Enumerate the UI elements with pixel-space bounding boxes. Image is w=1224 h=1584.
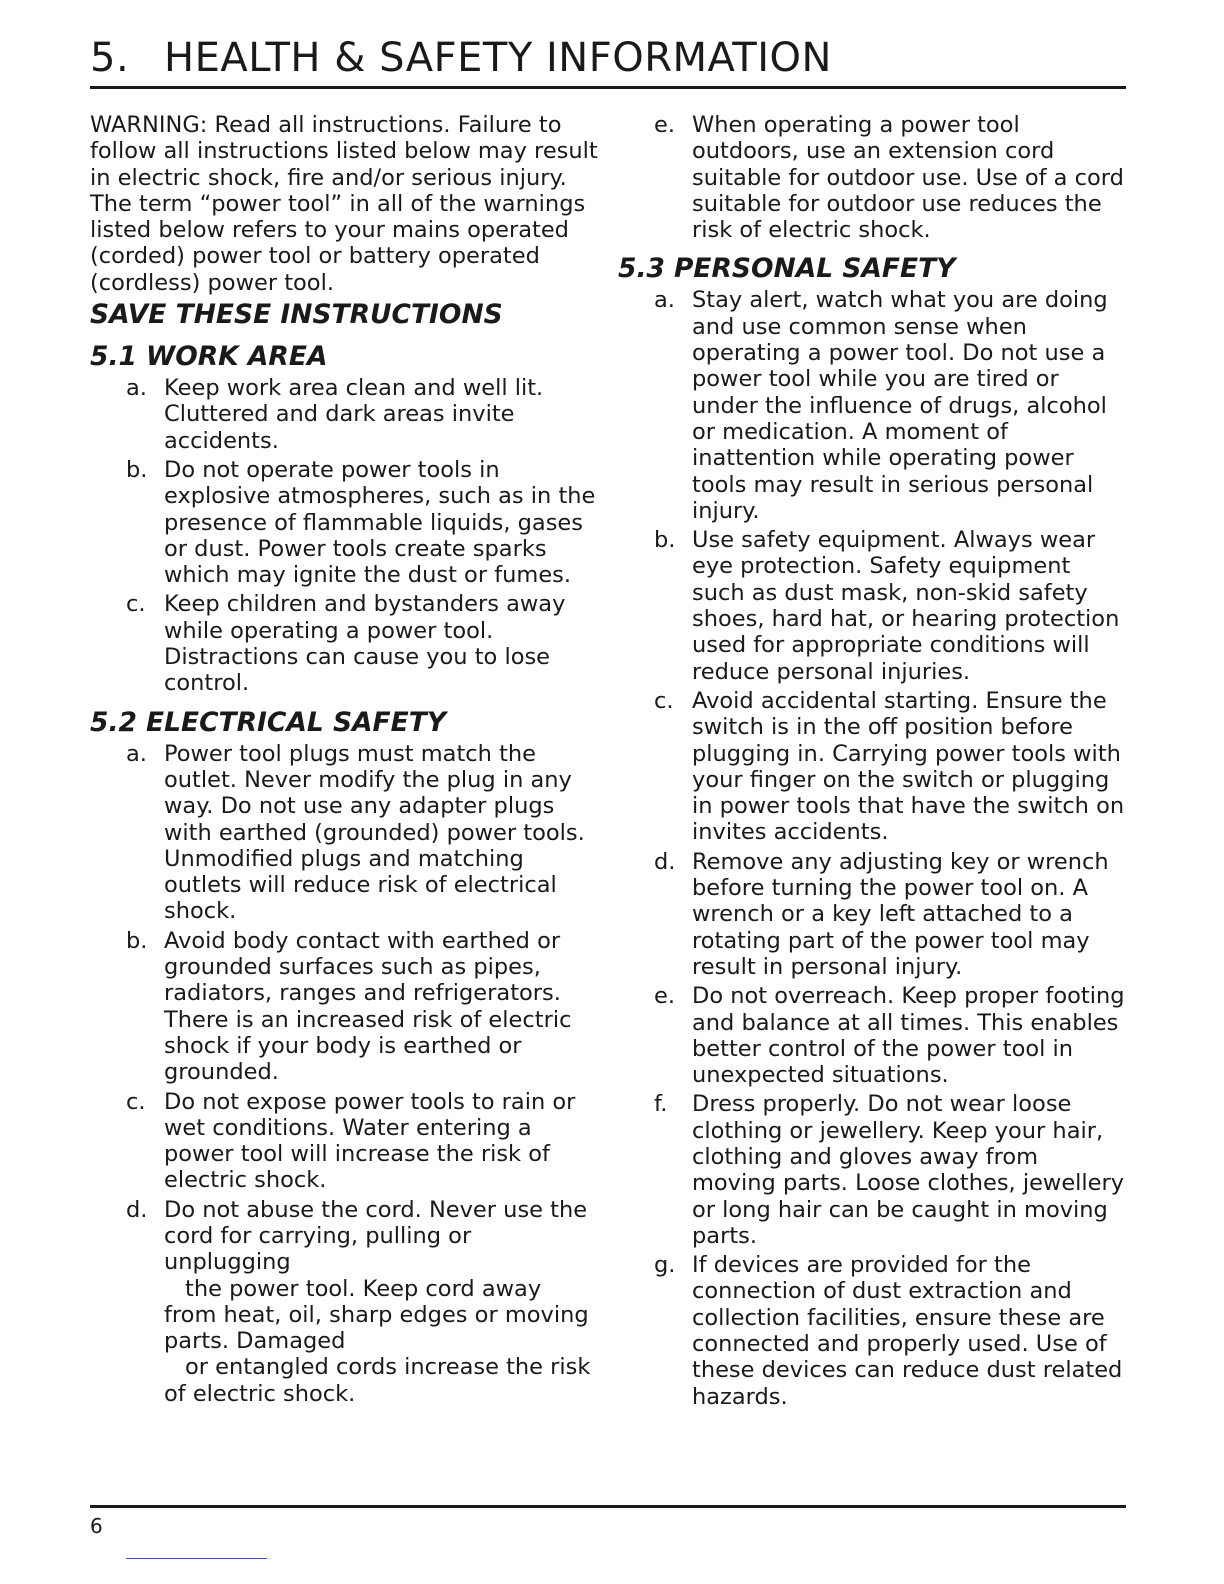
item-letter: f.: [654, 1091, 668, 1118]
chapter-number: 5.: [90, 35, 130, 81]
list-item: [654, 1252, 1126, 1410]
section-number: 5.1: [90, 341, 137, 373]
list-item: [126, 1197, 600, 1407]
item-text-part-1: Do not abuse the cord. Never use the cord for carrying, pulling or unplugging: [164, 1196, 588, 1276]
page-number: 6: [90, 1514, 103, 1538]
section-heading-personal-safety: [618, 253, 1126, 285]
item-letter: b.: [126, 456, 148, 483]
save-instructions-heading: SAVE THESE INSTRUCTIONS: [90, 299, 503, 331]
section-title: WORK AREA: [146, 341, 328, 373]
item-letter: g.: [654, 1252, 676, 1279]
section-number: 5.3: [618, 253, 665, 285]
electrical-safety-list-continued: [618, 112, 1126, 243]
item-text: Do not expose power tools to rain or wet conditions. Water entering a power tool will increase the risk of electric shock.: [164, 1088, 576, 1194]
item-letter: d.: [126, 1196, 148, 1223]
list-item: [654, 688, 1126, 846]
item-text: Remove any adjusting key or wrench before turning the power tool on. A wrench or a key left attached to a rotating part of the power tool may result in personal injury.: [692, 848, 1109, 980]
item-letter: b.: [126, 927, 148, 954]
item-text: Stay alert, watch what you are doing and use common sense when operating a power tool. Do not use a power tool while you are tired or under the influence of drugs, alcohol or medication. A moment of inattention while operating power tools may result in serious personal injury.: [692, 287, 1108, 524]
item-letter: b.: [654, 527, 676, 554]
list-item: [126, 457, 600, 588]
left-column: [90, 112, 600, 1410]
list-item: [654, 112, 1126, 243]
section-heading-work-area: [90, 341, 600, 373]
item-text: Avoid accidental starting. Ensure the switch is in the off position before plugging in. Carrying power tools with your finger on the switch or plugging in power tools that have the switch on invites accidents.: [692, 687, 1125, 846]
list-item: [654, 1091, 1126, 1249]
right-column: [618, 112, 1126, 1413]
item-text: Keep children and bystanders away while operating a power tool. Distractions can cause you to lose control.: [164, 591, 566, 697]
item-text: Power tool plugs must match the outlet. Never modify the plug in any way. Do not use any adapter plugs with earthed (grounded) power tools. Unmodified plugs and matching outlets will reduce risk of electrical shock.: [164, 740, 585, 925]
list-item: [126, 1089, 600, 1194]
list-item: [654, 287, 1126, 524]
item-text: Dress properly. Do not wear loose clothing or jewellery. Keep your hair, clothing and gloves away from moving parts. Loose clothes, jewellery or long hair can be caught in moving parts.: [692, 1091, 1125, 1249]
item-text-part-2: the power tool. Keep cord away from heat, oil, sharp edges or moving parts. Damaged: [164, 1275, 589, 1355]
warning-intro: WARNING: Read all instructions. Failure to follow all instructions listed below may result in electric shock, fire and/or serious injury. The term “power tool” in all of the warnings listed below refers to your mains operated (corded) power tool or battery operated (cordless) power tool.: [90, 112, 598, 296]
work-area-list: [90, 375, 600, 697]
list-item: [126, 928, 600, 1086]
section-number: 5.2: [90, 706, 137, 738]
item-letter: e.: [654, 983, 675, 1010]
item-letter: d.: [654, 848, 676, 875]
item-text: Keep work area clean and well lit. Cluttered and dark areas invite accidents.: [164, 375, 544, 454]
item-text: When operating a power tool outdoors, use an extension cord suitable for outdoor use. Use of a cord suitable for outdoor use reduces the risk of electric shock.: [692, 112, 1124, 244]
item-text: Do not operate power tools in explosive atmospheres, such as in the presence of flammable liquids, gases or dust. Power tools create sparks which may ignite the dust or fumes.: [164, 456, 596, 589]
title-rule: [90, 86, 1126, 89]
item-text: Do not overreach. Keep proper footing and balance at all times. This enables better control of the power tool in unexpected situations.: [692, 983, 1125, 1089]
item-letter: c.: [126, 591, 146, 618]
list-item: [126, 591, 600, 696]
list-item: [126, 741, 600, 925]
section-heading-electrical-safety: [90, 707, 600, 739]
item-letter: c.: [126, 1088, 146, 1115]
item-text: Use safety equipment. Always wear eye protection. Safety equipment such as dust mask, non-skid safety shoes, hard hat, or hearing protection used for appropriate conditions will reduce personal injuries.: [692, 527, 1120, 685]
item-text: If devices are provided for the connection of dust extraction and collection facilities, ensure these are connected and properly used. Use of these devices can reduce dust related hazards.: [692, 1252, 1123, 1410]
item-letter: a.: [654, 287, 675, 314]
item-letter: a.: [126, 375, 147, 402]
chapter-title: HEALTH & SAFETY INFORMATION: [164, 35, 832, 81]
list-item: [654, 983, 1126, 1088]
section-title: PERSONAL SAFETY: [674, 253, 956, 285]
personal-safety-list: [618, 287, 1126, 1409]
page-title: [90, 34, 832, 82]
item-letter: a.: [126, 740, 147, 767]
list-item: [654, 849, 1126, 980]
footer-rule: [90, 1505, 1126, 1508]
bottom-decorative-line: [126, 1558, 267, 1559]
section-title: ELECTRICAL SAFETY: [146, 706, 447, 738]
list-item: [654, 527, 1126, 685]
list-item: [126, 375, 600, 454]
item-text: Avoid body contact with earthed or grounded surfaces such as pipes, radiators, ranges and refrigerators. There is an increased risk of electric shock if your body is earthed or grounded.: [164, 927, 572, 1086]
item-letter: c.: [654, 687, 674, 714]
item-text-part-3: or entangled cords increase the risk of electric shock.: [164, 1354, 591, 1407]
electrical-safety-list: [90, 741, 600, 1407]
item-letter: e.: [654, 112, 675, 138]
